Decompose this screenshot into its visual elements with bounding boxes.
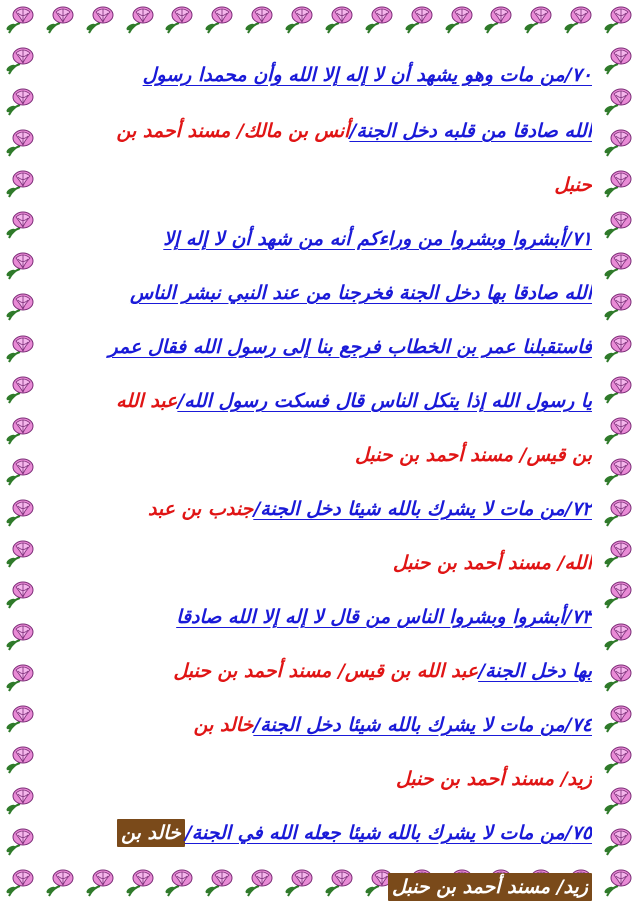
flower-icon xyxy=(0,863,40,903)
flower-icon xyxy=(479,0,519,40)
text-line xyxy=(46,374,592,428)
text-line xyxy=(46,644,592,698)
text-line xyxy=(46,158,592,212)
hadith-text: ٧١/أبشروا وبشروا من وراءكم أنه من شهد أن لا إله إلا xyxy=(163,228,592,250)
text-line xyxy=(46,590,592,644)
text-line xyxy=(46,806,592,860)
page-content xyxy=(46,48,592,898)
flower-icon xyxy=(598,616,638,657)
flower-icon xyxy=(598,575,638,616)
flower-icon xyxy=(0,822,40,863)
flower-icon xyxy=(239,0,279,40)
source-citation: خالد بن xyxy=(193,714,254,736)
source-citation: جندب بن عبد xyxy=(147,498,254,520)
flower-icon xyxy=(359,0,399,40)
flower-icon xyxy=(279,0,319,40)
flower-icon xyxy=(160,0,200,40)
hadith-text: بها دخل الجنة/ xyxy=(478,660,592,682)
source-citation: بن قيس/ مسند أحمد بن حنبل xyxy=(355,444,592,466)
flower-icon xyxy=(558,0,598,40)
flower-icon xyxy=(0,0,40,40)
flower-icon xyxy=(199,0,239,40)
flower-icon xyxy=(0,657,40,698)
flower-icon xyxy=(0,122,40,163)
flower-icon xyxy=(0,328,40,369)
hadith-text: ٧٥/من مات لا يشرك بالله شيئا جعله الله في الجنة/ xyxy=(184,822,592,844)
source-citation: عبد الله xyxy=(116,390,178,412)
text-line xyxy=(46,536,592,590)
flower-icon xyxy=(40,0,80,40)
source-citation: خالد بن xyxy=(117,819,185,847)
text-line xyxy=(46,752,592,806)
flower-icon xyxy=(0,575,40,616)
source-citation: أنس بن مالك/ مسند أحمد بن xyxy=(116,120,350,142)
text-line xyxy=(46,860,592,914)
flower-icon xyxy=(598,328,638,369)
flower-icon xyxy=(598,81,638,122)
flower-icon xyxy=(598,205,638,246)
flower-icon xyxy=(598,0,638,40)
text-line xyxy=(46,48,592,104)
flower-icon xyxy=(598,863,638,903)
text-line xyxy=(46,266,592,320)
flower-icon xyxy=(0,246,40,287)
flower-icon xyxy=(598,451,638,492)
flower-icon xyxy=(0,410,40,451)
text-line xyxy=(46,428,592,482)
hadith-text: الله صادقا بها دخل الجنة فخرجنا من عند النبي نبشر الناس xyxy=(129,282,592,304)
border-top xyxy=(0,0,638,40)
flower-icon xyxy=(399,0,439,40)
hadith-text: يا رسول الله إذا يتكل الناس قال فسكت رسول الله/ xyxy=(177,390,592,412)
source-citation: حنبل xyxy=(554,174,592,196)
flower-icon xyxy=(598,534,638,575)
flower-icon xyxy=(598,657,638,698)
hadith-text: ٧٣/أبشروا وبشروا الناس من قال لا إله إلا الله صادقا xyxy=(176,606,592,628)
flower-icon xyxy=(598,410,638,451)
flower-icon xyxy=(598,822,638,863)
flower-icon xyxy=(0,698,40,739)
text-line xyxy=(46,482,592,536)
flower-icon xyxy=(0,451,40,492)
flower-icon xyxy=(598,493,638,534)
text-line xyxy=(46,104,592,158)
flower-icon xyxy=(0,205,40,246)
text-line xyxy=(46,212,592,266)
border-left xyxy=(0,40,40,863)
hadith-text: ٧٠/من مات وهو يشهد أن لا إله إلا الله وأن محمدا رسول xyxy=(142,64,592,86)
flower-icon xyxy=(518,0,558,40)
text-line xyxy=(46,698,592,752)
flower-icon xyxy=(598,698,638,739)
flower-icon xyxy=(598,246,638,287)
flower-icon xyxy=(598,40,638,81)
flower-icon xyxy=(0,163,40,204)
flower-icon xyxy=(598,287,638,328)
flower-icon xyxy=(598,122,638,163)
source-citation: زيد/ مسند أحمد بن حنبل xyxy=(388,873,592,901)
flower-icon xyxy=(0,81,40,122)
source-citation: الله/ مسند أحمد بن حنبل xyxy=(392,552,592,574)
flower-icon xyxy=(598,781,638,822)
flower-icon xyxy=(598,369,638,410)
source-citation: زيد/ مسند أحمد بن حنبل xyxy=(395,768,592,790)
flower-icon xyxy=(0,534,40,575)
hadith-text: ٧٤/من مات لا يشرك بالله شيئا دخل الجنة/ xyxy=(253,714,592,736)
flower-icon xyxy=(598,739,638,780)
flower-icon xyxy=(0,40,40,81)
flower-icon xyxy=(439,0,479,40)
flower-icon xyxy=(120,0,160,40)
flower-icon xyxy=(0,287,40,328)
hadith-text: الله صادقا من قلبه دخل الجنة/ xyxy=(349,120,592,142)
source-citation: عبد الله بن قيس/ مسند أحمد بن حنبل xyxy=(173,660,479,682)
flower-icon xyxy=(0,616,40,657)
flower-icon xyxy=(319,0,359,40)
text-line xyxy=(46,320,592,374)
hadith-text: فاستقبلنا عمر بن الخطاب فرجع بنا إلى رسول الله فقال عمر xyxy=(108,336,592,358)
hadith-text: ٧٢/من مات لا يشرك بالله شيئا دخل الجنة/ xyxy=(253,498,592,520)
flower-icon xyxy=(0,739,40,780)
flower-icon xyxy=(0,369,40,410)
border-right xyxy=(598,40,638,863)
flower-icon xyxy=(0,781,40,822)
flower-icon xyxy=(0,493,40,534)
flower-icon xyxy=(598,163,638,204)
flower-icon xyxy=(80,0,120,40)
